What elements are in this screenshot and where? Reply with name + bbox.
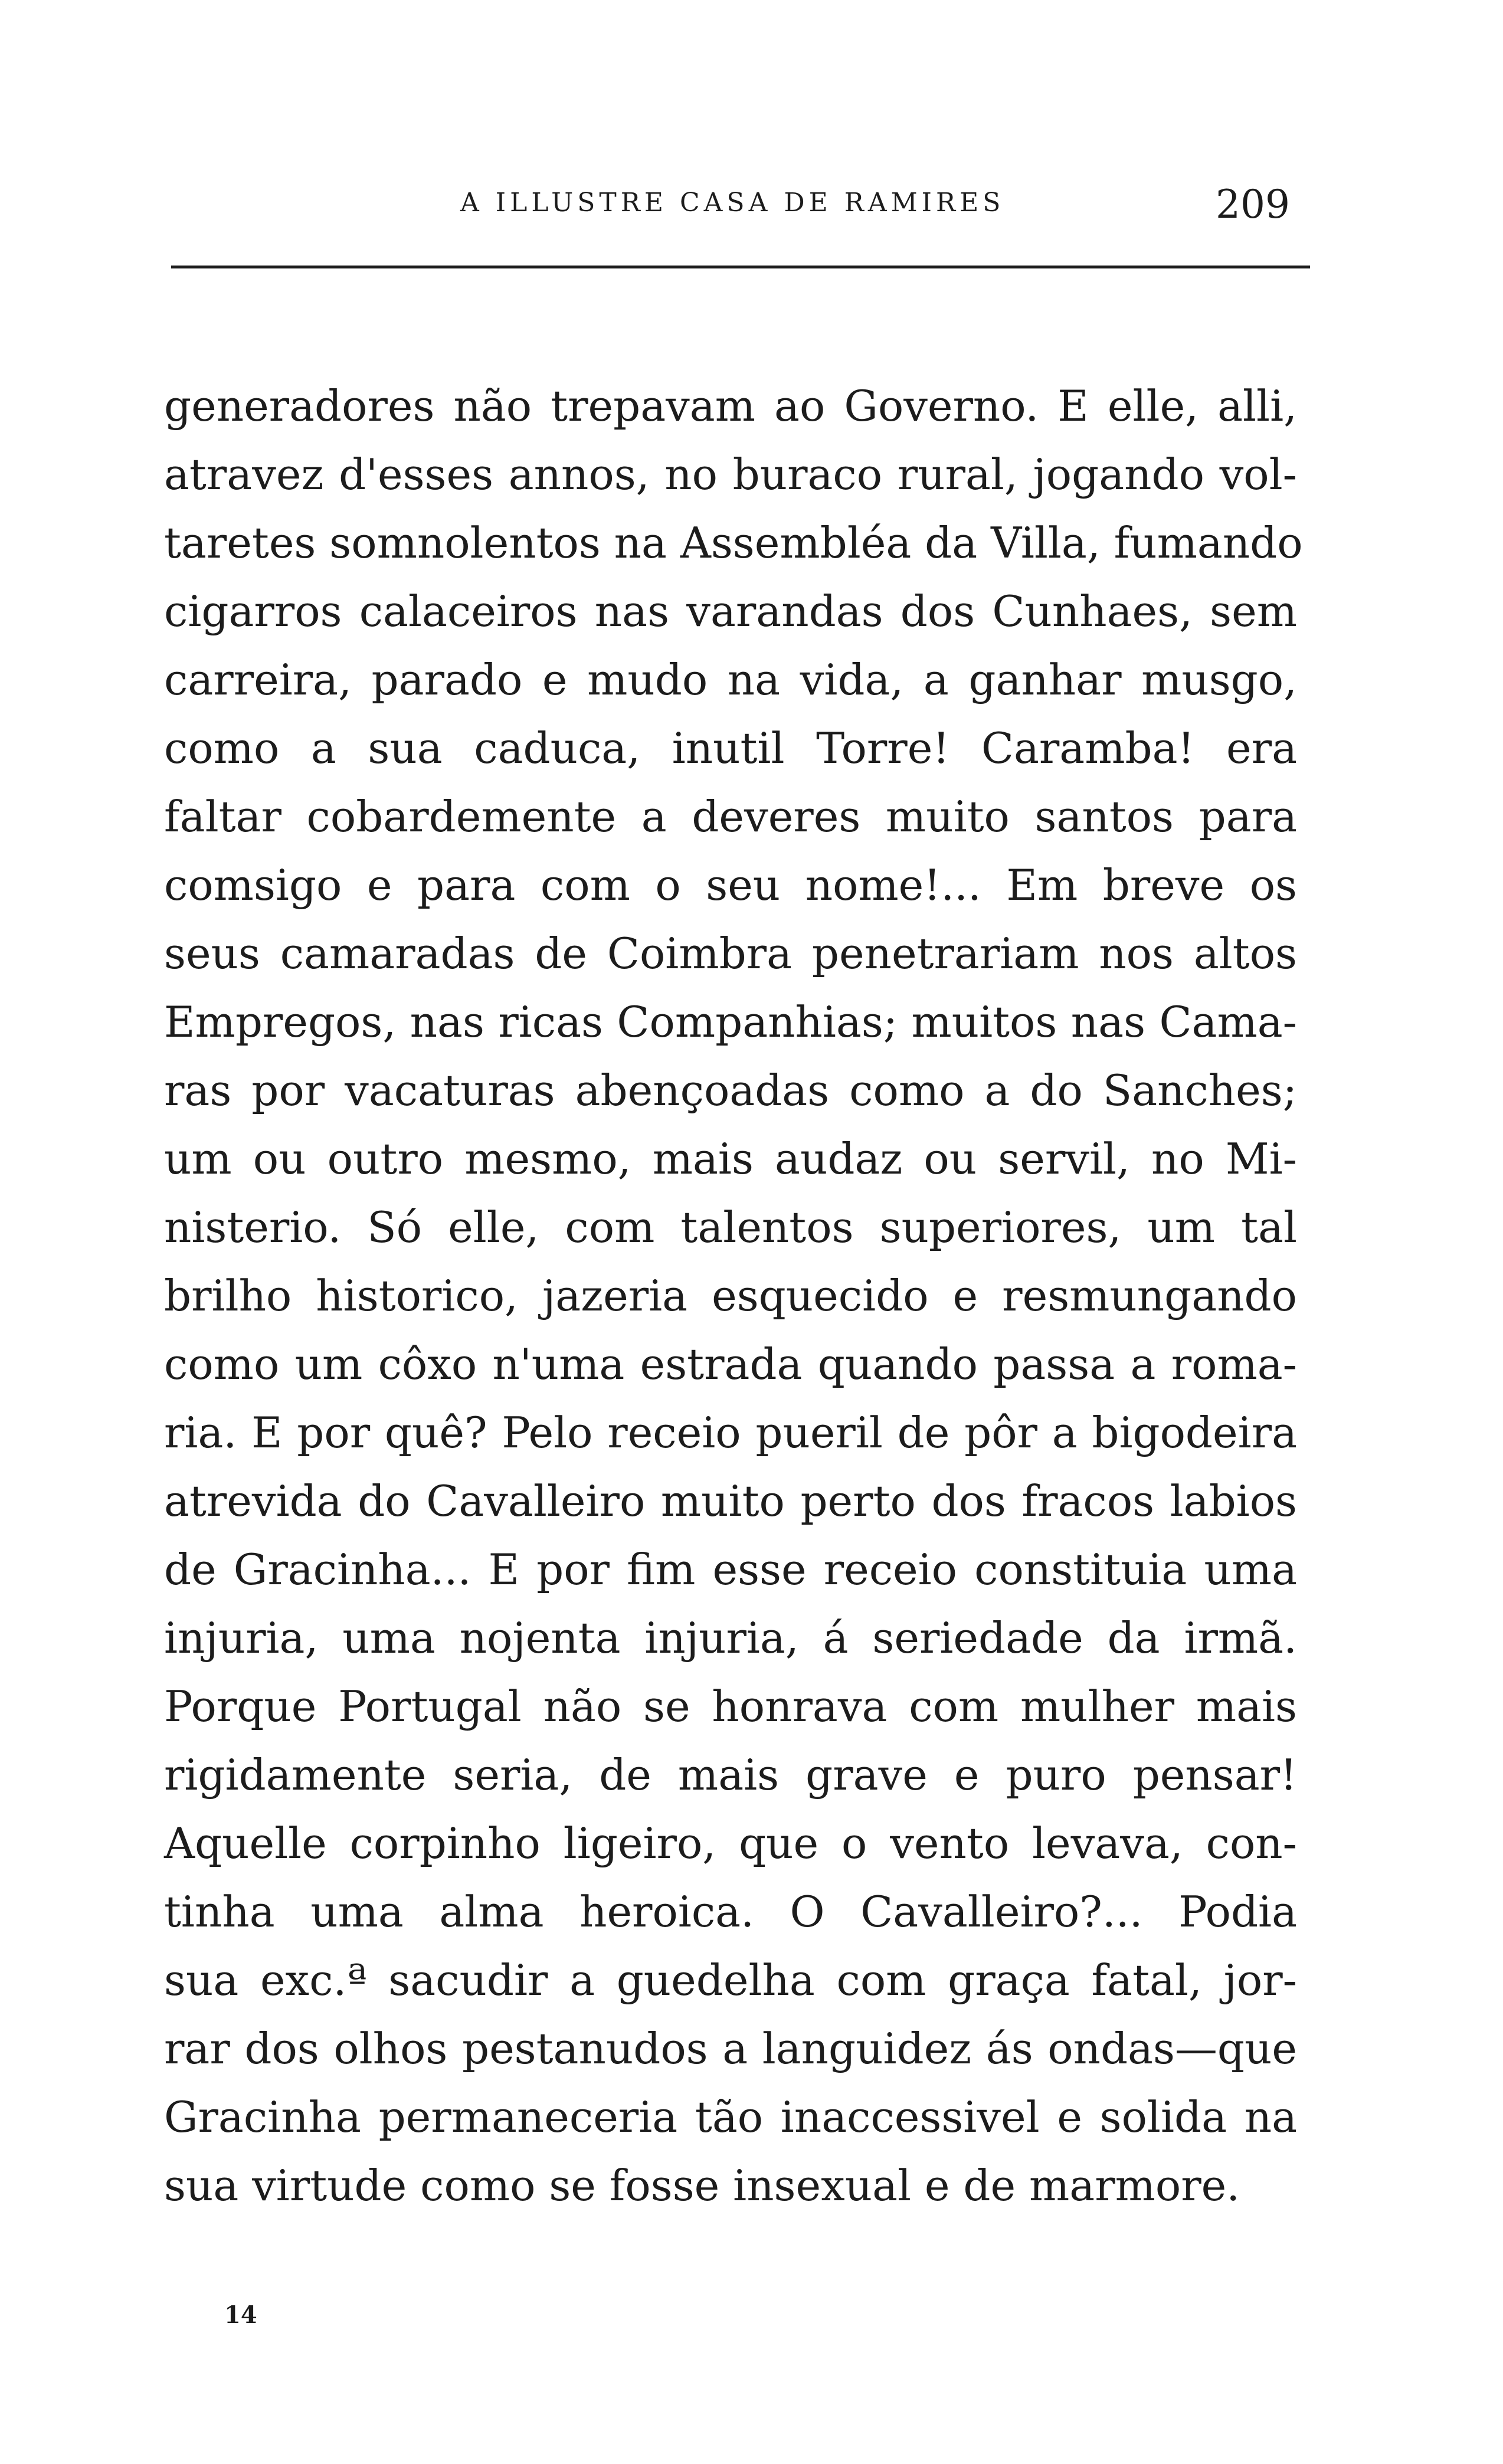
running-head <box>0 182 1503 235</box>
text-line: um ou outro mesmo, mais audaz ou servil, no Mi- <box>164 1134 1297 1184</box>
text-line: Porque Portugal não se honrava com mulher mais <box>164 1682 1297 1731</box>
page-number: 209 <box>1216 182 1290 227</box>
text-line: como a sua caduca, inutil Torre! Caramba! era <box>164 723 1297 773</box>
text-line: Aquelle corpinho ligeiro, que o vento levava, con- <box>164 1818 1297 1868</box>
text-line: ras por vacaturas abençoadas como a do Sanches; <box>164 1066 1297 1115</box>
text-line: rar dos olhos pestanudos a languidez ás ondas—que <box>164 2024 1297 2073</box>
text-line: Empregos, nas ricas Companhias; muitos nas Cama- <box>164 997 1297 1047</box>
text-line: tinha uma alma heroica. O Cavalleiro?... Podia <box>164 1887 1297 1937</box>
running-title: A ILLUSTRE CASA DE RAMIRES <box>460 188 1005 218</box>
text-line: faltar cobardemente a deveres muito santos para <box>164 792 1297 841</box>
text-line: carreira, parado e mudo na vida, a ganhar musgo, <box>164 655 1297 705</box>
text-line: como um côxo n'uma estrada quando passa a roma- <box>164 1339 1297 1389</box>
text-line: de Gracinha... E por fim esse receio constituia uma <box>164 1545 1297 1594</box>
text-line: generadores não trepavam ao Governo. E elle, alli, <box>164 381 1297 431</box>
body-text <box>164 372 1303 2220</box>
header-rule <box>171 266 1310 268</box>
text-line: brilho historico, jazeria esquecido e resmungando <box>164 1271 1297 1321</box>
text-line: taretes somnolentos na Assembléa da Villa, fumando <box>164 518 1303 568</box>
text-line: sua exc.ª sacudir a guedelha com graça fatal, jor- <box>164 1955 1297 2005</box>
text-line: ria. E por quê? Pelo receio pueril de pôr a bigodeira <box>164 1408 1297 1457</box>
text-line: injuria, uma nojenta injuria, á seriedade da irmã. <box>164 1613 1297 1663</box>
text-line: atrevida do Cavalleiro muito perto dos fracos labios <box>164 1476 1297 1526</box>
text-line: sua virtude como se fosse insexual e de marmore. <box>164 2161 1240 2210</box>
text-line: atravez d'esses annos, no buraco rural, jogando vol- <box>164 450 1297 499</box>
text-line: cigarros calaceiros nas varandas dos Cunhaes, sem <box>164 586 1297 636</box>
signature-mark: 14 <box>224 2301 257 2329</box>
text-line: nisterio. Só elle, com talentos superiores, um tal <box>164 1202 1297 1252</box>
text-line: Gracinha permaneceria tão inaccessivel e solida na <box>164 2092 1297 2142</box>
text-line: rigidamente seria, de mais grave e puro pensar! <box>164 1750 1297 1800</box>
text-line: comsigo e para com o seu nome!... Em breve os <box>164 860 1297 910</box>
text-line: seus camaradas de Coimbra penetrariam nos altos <box>164 929 1297 978</box>
